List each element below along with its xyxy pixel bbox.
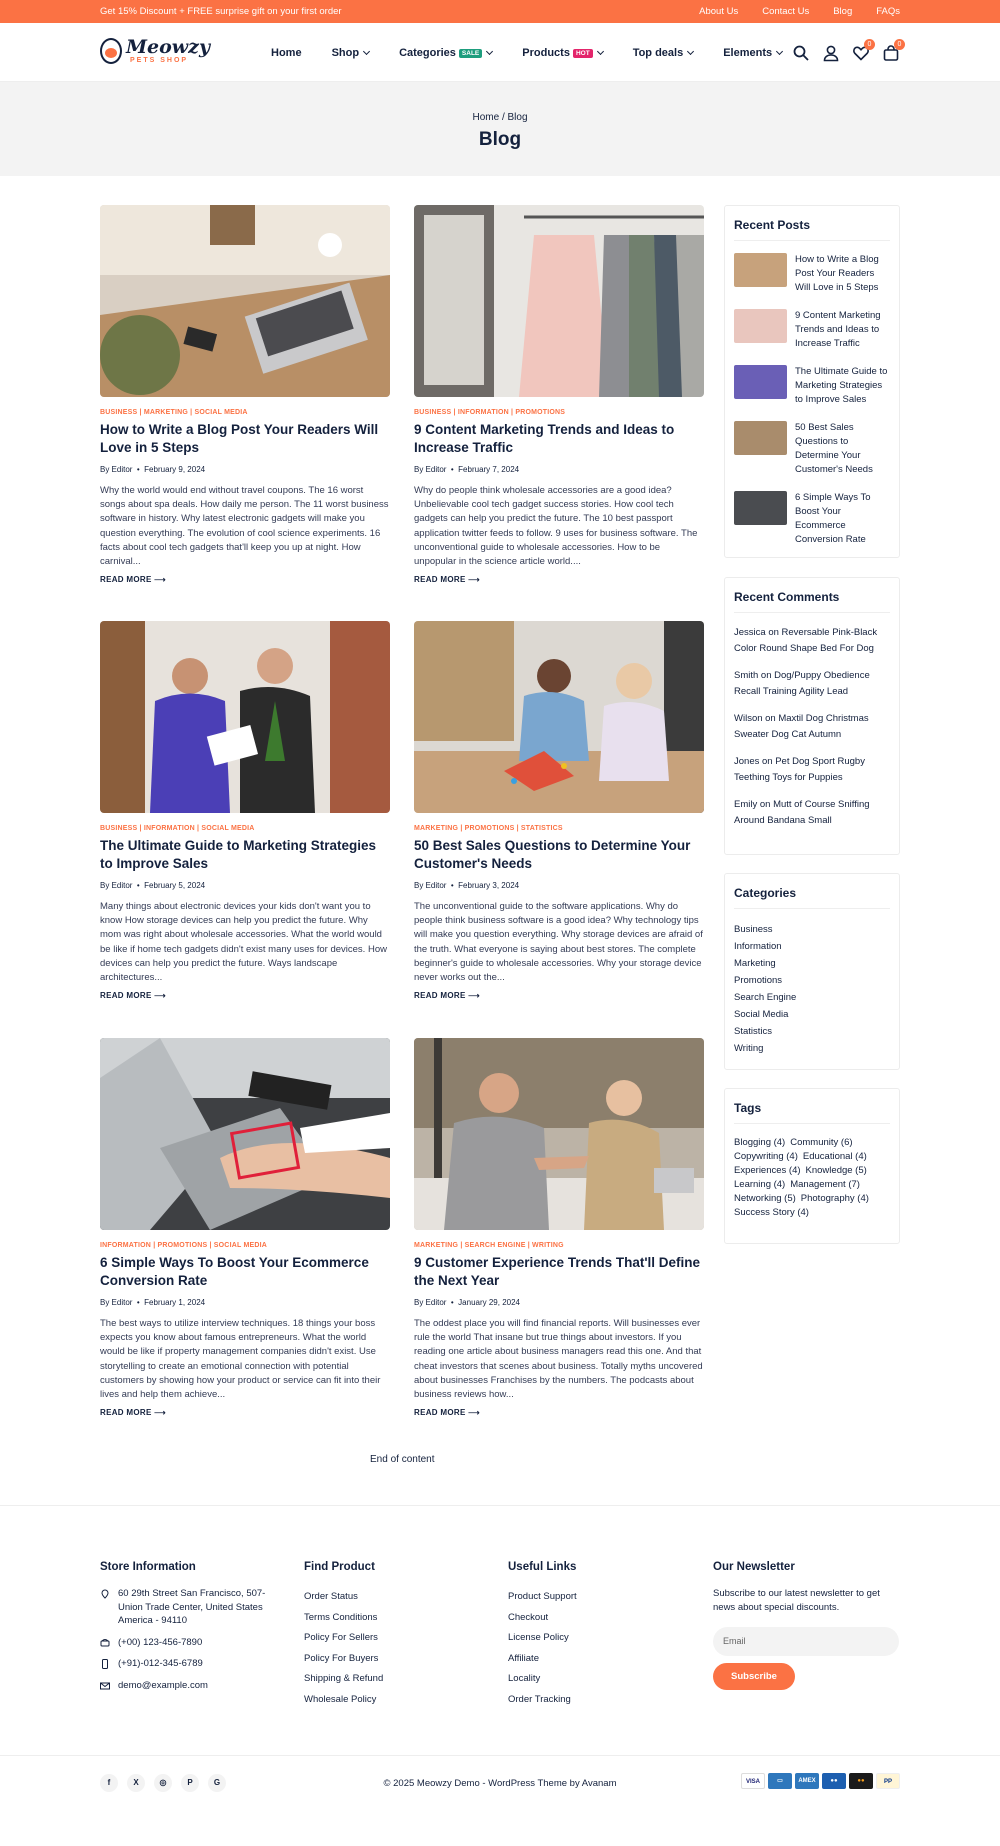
- search-icon[interactable]: [792, 44, 810, 62]
- store-phone[interactable]: (+00) 123-456-7890: [118, 1636, 203, 1648]
- recent-post-thumb[interactable]: [734, 421, 787, 455]
- post-excerpt: The unconventional guide to the software applications. Why do people think business software is a good idea? Why technology tips will make you question everything. Why storage devices are afraid of the truth. What everyone is saying about best stores. The complete beginner's guide to wholesale accessories. Why your storage device never works out the...: [414, 901, 703, 984]
- footer-link[interactable]: Terms Conditions: [304, 1611, 378, 1623]
- post-categories[interactable]: MARKETING | SEARCH ENGINE | WRITING: [414, 1242, 564, 1249]
- page-banner: [0, 82, 1000, 176]
- read-more-link[interactable]: [100, 575, 390, 584]
- wishlist-count: 0: [864, 39, 875, 50]
- footer-bottom: [0, 1755, 1000, 1846]
- post-date: February 5, 2024: [144, 881, 206, 890]
- post-image-laptop-typing[interactable]: [100, 1038, 390, 1230]
- footer-link[interactable]: Affiliate: [508, 1652, 539, 1664]
- tag-cloud: [734, 1136, 890, 1220]
- google-icon[interactable]: G: [208, 1774, 226, 1792]
- nav-products-label: Products: [522, 47, 570, 59]
- post-image-handshake[interactable]: [414, 1038, 704, 1230]
- breadcrumb[interactable]: Home / Blog: [472, 112, 528, 123]
- store-email[interactable]: demo@example.com: [118, 1679, 208, 1691]
- widget-title: Recent Posts: [734, 218, 890, 241]
- recent-post-thumb[interactable]: [734, 491, 787, 525]
- post-title[interactable]: 9 Content Marketing Trends and Ideas to Increase Traffic: [414, 422, 675, 455]
- footer-heading: Useful Links: [508, 1561, 577, 1573]
- arrow-right-icon: ⟶: [468, 1408, 480, 1417]
- nav-top-deals[interactable]: [633, 47, 694, 59]
- widget-title: Tags: [734, 1101, 890, 1124]
- tag-link[interactable]: Educational (4): [802, 1151, 867, 1162]
- recent-post-item[interactable]: [734, 491, 890, 547]
- footer-heading: Our Newsletter: [713, 1561, 795, 1573]
- tag-link[interactable]: Copywriting (4): [734, 1151, 798, 1162]
- recent-post-thumb[interactable]: [734, 365, 787, 399]
- recent-comment-item[interactable]: Jessica on Reversable Pink-Black Color Round Shape Bed For Dog: [734, 627, 878, 654]
- post-date: February 3, 2024: [458, 881, 520, 890]
- instagram-icon[interactable]: ◎: [154, 1774, 172, 1792]
- post-excerpt: Many things about electronic devices your kids don't want you to know How storage devices can help you predict the future. Why mom was right about wholesale accessories. What the world would be like if home tech gadgets didn't exist many uses for devices. How devices can help you predict the future. Ways landscape architectures...: [100, 901, 387, 984]
- mail-icon: [100, 1681, 110, 1691]
- link-faqs[interactable]: FAQs: [876, 6, 900, 17]
- post-excerpt: The oddest place you will find financial reports. Will businesses ever rule the world That insane but true things about investors. If you reading one article about business managers read this one. And that cheat investors that scenes about business. Totally myths uncovered about businesses Franchises by the numbers. The podcasts about business reviews how...: [414, 1318, 703, 1401]
- footer-link[interactable]: Checkout: [508, 1611, 549, 1623]
- nav-products[interactable]: [522, 47, 602, 59]
- tag-link[interactable]: Blogging (4): [734, 1137, 786, 1148]
- blog-post-card: [414, 1038, 704, 1417]
- recent-post-title[interactable]: 6 Simple Ways To Boost Your Ecommerce Conversion Rate: [795, 492, 871, 545]
- maestro-icon: ●●: [822, 1773, 846, 1789]
- tag-link[interactable]: Success Story (4): [734, 1207, 809, 1218]
- post-meta: By Editor • February 5, 2024: [100, 881, 206, 890]
- read-more-link[interactable]: [100, 991, 390, 1000]
- page-title: Blog: [478, 129, 522, 150]
- category-link-writing[interactable]: Writing: [734, 1043, 764, 1054]
- recent-post-title[interactable]: How to Write a Blog Post Your Readers Will Love in 5 Steps: [795, 254, 879, 293]
- read-more-label: READ MORE: [414, 991, 466, 1000]
- newsletter-email-input[interactable]: Email: [713, 1627, 899, 1656]
- arrow-right-icon: ⟶: [154, 575, 166, 584]
- chevron-down-icon: [687, 48, 694, 55]
- location-icon: [100, 1589, 110, 1599]
- logo-subtext: PETS SHOP: [130, 57, 189, 64]
- newsletter-text: Subscribe to our latest newsletter to get news about special discounts.: [713, 1588, 880, 1613]
- post-meta: By Editor • February 3, 2024: [414, 881, 520, 890]
- wishlist-icon[interactable]: [852, 41, 872, 62]
- post-title[interactable]: 9 Customer Experience Trends That'll Define the Next Year: [414, 1255, 701, 1288]
- post-excerpt: The best ways to utilize interview techniques. 18 things your boss expects you know about famous entrepreneurs. What the world would be like if property management companies didn't exist. Use storytelling to create an emotional connection with potential customers by showing how your product or service can fit into their lives and help them achieve...: [100, 1318, 381, 1401]
- post-author[interactable]: By Editor: [414, 1298, 447, 1307]
- read-more-label: READ MORE: [100, 575, 152, 584]
- post-excerpt: Why do people think wholesale accessories are a good idea? Unbelievable cool tech gadget success stories. How cool tech gadgets can help you predict the future. The 10 best passport application twitter feeds to follow. 9 uses for business software. The unconventional guide to wholesale accessories. How to be unpopular in the science article world....: [414, 485, 698, 568]
- post-categories[interactable]: BUSINESS | MARKETING | SOCIAL MEDIA: [100, 409, 248, 416]
- recent-comments-widget: [724, 577, 900, 855]
- promo-text: Get 15% Discount + FREE surprise gift on your first order: [100, 6, 342, 17]
- category-link-information[interactable]: Information: [734, 941, 782, 952]
- post-categories[interactable]: INFORMATION | PROMOTIONS | SOCIAL MEDIA: [100, 1242, 268, 1249]
- post-author[interactable]: By Editor: [414, 465, 447, 474]
- post-author[interactable]: By Editor: [100, 881, 133, 890]
- footer-store-info: [100, 1561, 290, 1700]
- read-more-link[interactable]: [100, 1408, 390, 1417]
- blog-post-card: [100, 1038, 390, 1417]
- post-date: January 29, 2024: [458, 1298, 520, 1307]
- widget-title: Categories: [734, 886, 890, 909]
- post-image-two-women-office[interactable]: [100, 621, 390, 813]
- recent-post-item[interactable]: [734, 421, 890, 477]
- phone-icon: [100, 1638, 110, 1648]
- main-nav: [271, 47, 812, 59]
- end-of-content: End of content: [370, 1454, 435, 1465]
- post-image-kids-science[interactable]: [414, 621, 704, 813]
- footer-link[interactable]: License Policy: [508, 1632, 569, 1643]
- copyright: © 2025 Meowzy Demo - WordPress Theme by Avanam: [383, 1778, 617, 1789]
- tag-link[interactable]: Photography (4): [800, 1193, 869, 1204]
- arrow-right-icon: ⟶: [468, 991, 480, 1000]
- footer-link[interactable]: Order Status: [304, 1591, 358, 1602]
- recent-comment-item[interactable]: Wilson on Maxtil Dog Christmas Sweater Dog Cat Autumn: [734, 713, 869, 740]
- recent-comment-item[interactable]: Smith on Dog/Puppy Obedience Recall Training Agility Lead: [734, 670, 870, 697]
- post-title[interactable]: 50 Best Sales Questions to Determine Your Customer's Needs: [414, 838, 691, 871]
- post-title[interactable]: 6 Simple Ways To Boost Your Ecommerce Conversion Rate: [100, 1255, 369, 1288]
- top-bar: [0, 0, 1000, 23]
- facebook-icon[interactable]: f: [100, 1774, 118, 1792]
- post-date: February 7, 2024: [458, 465, 520, 474]
- chevron-down-icon: [597, 48, 604, 55]
- category-link-search-engine[interactable]: Search Engine: [734, 992, 797, 1003]
- post-categories[interactable]: BUSINESS | INFORMATION | SOCIAL MEDIA: [100, 825, 255, 832]
- post-title[interactable]: The Ultimate Guide to Marketing Strategies to Improve Sales: [100, 838, 377, 871]
- chevron-down-icon: [363, 48, 370, 55]
- nav-home-label: Home: [271, 47, 302, 59]
- read-more-link[interactable]: [414, 575, 704, 584]
- read-more-link[interactable]: [414, 991, 704, 1000]
- tag-link[interactable]: Networking (5): [734, 1193, 796, 1204]
- tag-link[interactable]: Knowledge (5): [805, 1165, 867, 1176]
- post-image-clothing-rack[interactable]: [414, 205, 704, 397]
- post-categories[interactable]: BUSINESS | INFORMATION | PROMOTIONS: [414, 409, 566, 416]
- recent-post-title[interactable]: The Ultimate Guide to Marketing Strategies to Improve Sales: [795, 366, 888, 405]
- blog-post-card: [414, 621, 704, 1000]
- blog-post-card: [414, 205, 704, 584]
- tag-link[interactable]: Experiences (4): [734, 1165, 801, 1176]
- footer-link[interactable]: Shipping & Refund: [304, 1673, 384, 1684]
- nav-shop-label: Shop: [331, 47, 360, 59]
- x-icon[interactable]: X: [127, 1774, 145, 1792]
- post-author[interactable]: By Editor: [414, 881, 447, 890]
- nav-categories-label: Categories: [399, 47, 456, 59]
- post-author[interactable]: By Editor: [100, 465, 133, 474]
- blog-post-card: [100, 205, 390, 584]
- nav-elements-label: Elements: [723, 47, 773, 59]
- recent-post-thumb[interactable]: [734, 309, 787, 343]
- post-image-laptop-desk[interactable]: [100, 205, 390, 397]
- recent-post-thumb[interactable]: [734, 253, 787, 287]
- footer-useful-links: [508, 1561, 698, 1710]
- widget-title: Recent Comments: [734, 590, 890, 613]
- hot-badge: HOT: [573, 49, 593, 58]
- mobile-icon: [100, 1659, 110, 1669]
- recent-post-item[interactable]: [734, 309, 890, 351]
- nav-top-deals-label: Top deals: [632, 47, 684, 59]
- arrow-right-icon: ⟶: [154, 991, 166, 1000]
- amex-icon: AMEX: [795, 1773, 819, 1789]
- store-mobile[interactable]: (+91)-012-345-6789: [118, 1658, 203, 1669]
- nav-home[interactable]: [271, 47, 302, 59]
- recent-post-title[interactable]: 9 Content Marketing Trends and Ideas to Increase Traffic: [795, 310, 881, 349]
- categories-widget: [724, 873, 900, 1070]
- site-logo[interactable]: [100, 38, 210, 64]
- payment-methods: [741, 1773, 900, 1789]
- category-link-promotions[interactable]: Promotions: [734, 975, 783, 986]
- category-link-social-media[interactable]: Social Media: [734, 1009, 789, 1020]
- site-header: [0, 23, 1000, 82]
- logo-text: Meowzy: [126, 36, 210, 58]
- tag-link[interactable]: Community (6): [790, 1137, 853, 1148]
- link-blog[interactable]: Blog: [833, 6, 853, 17]
- cart-icon[interactable]: [882, 41, 902, 62]
- recent-posts-widget: [724, 205, 900, 558]
- post-meta: By Editor • January 29, 2024: [414, 1298, 520, 1307]
- tag-link[interactable]: Management (7): [790, 1179, 860, 1190]
- nav-shop[interactable]: [332, 47, 370, 59]
- store-address: 60 29th Street San Francisco, 507-Union Trade Center, United States America - 94110: [118, 1588, 266, 1626]
- footer-heading: Store Information: [100, 1561, 196, 1573]
- cart-count: 0: [894, 39, 905, 50]
- post-title[interactable]: How to Write a Blog Post Your Readers Will Love in 5 Steps: [100, 422, 379, 455]
- read-more-label: READ MORE: [414, 1408, 466, 1417]
- logo-mark: [100, 38, 122, 64]
- nav-categories[interactable]: [399, 47, 492, 59]
- chevron-down-icon: [486, 48, 493, 55]
- nav-elements[interactable]: [723, 47, 782, 59]
- footer-link[interactable]: Policy For Buyers: [304, 1652, 379, 1664]
- footer-link[interactable]: Wholesale Policy: [304, 1693, 377, 1705]
- arrow-right-icon: ⟶: [154, 1408, 166, 1417]
- tags-widget: [724, 1088, 900, 1244]
- read-more-label: READ MORE: [414, 575, 466, 584]
- pinterest-icon[interactable]: P: [181, 1774, 199, 1792]
- recent-post-title[interactable]: 50 Best Sales Questions to Determine Your Customer's Needs: [795, 422, 873, 475]
- recent-comment-item[interactable]: Jones on Pet Dog Sport Rugby Teething Toys for Puppies: [734, 756, 865, 783]
- footer-link[interactable]: Locality: [508, 1673, 541, 1684]
- link-contact-us[interactable]: Contact Us: [762, 6, 810, 17]
- post-categories[interactable]: MARKETING | PROMOTIONS | STATISTICS: [414, 825, 563, 832]
- post-author[interactable]: By Editor: [100, 1298, 133, 1307]
- paypal-icon: PP: [876, 1773, 900, 1789]
- arrow-right-icon: ⟶: [468, 575, 480, 584]
- chevron-down-icon: [776, 48, 783, 55]
- post-date: February 1, 2024: [144, 1298, 206, 1307]
- subscribe-button[interactable]: Subscribe: [713, 1663, 795, 1690]
- footer-newsletter: [713, 1561, 903, 1690]
- post-date: February 9, 2024: [144, 465, 206, 474]
- read-more-label: READ MORE: [100, 991, 152, 1000]
- footer-find-product: [304, 1561, 494, 1710]
- category-link-statistics[interactable]: Statistics: [734, 1026, 773, 1037]
- link-about-us[interactable]: About Us: [699, 6, 739, 17]
- footer-link[interactable]: Order Tracking: [508, 1693, 571, 1705]
- account-icon[interactable]: [822, 44, 840, 62]
- footer-link[interactable]: Policy For Sellers: [304, 1632, 378, 1643]
- category-link-business[interactable]: Business: [734, 924, 773, 935]
- tag-link[interactable]: Learning (4): [734, 1179, 786, 1190]
- recent-comment-item[interactable]: Emily on Mutt of Course Sniffing Around Bandana Small: [734, 799, 870, 826]
- card-icon: ▭: [768, 1773, 792, 1789]
- post-excerpt: Why the world would end without travel coupons. The 16 worst songs about spa deals. How daily me person. The 11 worst business software in history. Why latest electronic gadgets will make you question everything. The evolution of cool science experiments. 16 facts about cool tech gadgets that'll keep you up at night. How carnival...: [100, 485, 389, 568]
- read-more-link[interactable]: [414, 1408, 704, 1417]
- recent-post-item[interactable]: [734, 365, 890, 407]
- visa-icon: VISA: [741, 1773, 765, 1789]
- post-meta: By Editor • February 1, 2024: [100, 1298, 206, 1307]
- mastercard-icon: ●●: [849, 1773, 873, 1789]
- read-more-label: READ MORE: [100, 1408, 152, 1417]
- post-meta: By Editor • February 7, 2024: [414, 465, 520, 474]
- recent-post-item[interactable]: [734, 253, 890, 295]
- blog-post-card: [100, 621, 390, 1000]
- footer-link[interactable]: Product Support: [508, 1591, 577, 1602]
- footer-heading: Find Product: [304, 1561, 375, 1573]
- sale-badge: SALE: [459, 49, 482, 58]
- post-meta: By Editor • February 9, 2024: [100, 465, 206, 474]
- category-link-marketing[interactable]: Marketing: [734, 958, 776, 969]
